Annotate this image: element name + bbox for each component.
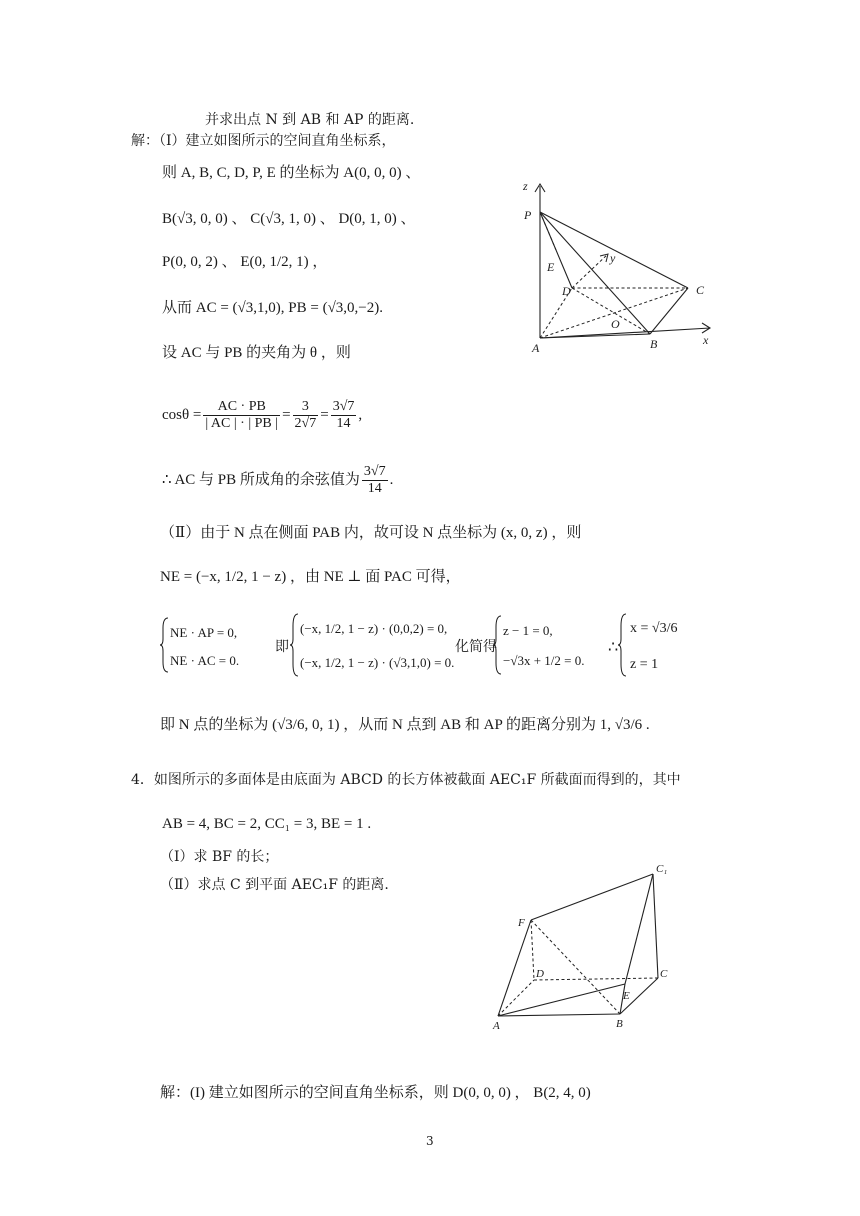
text-line [162,299,383,317]
text-line [160,524,581,542]
fig2-label-F: F [518,917,525,929]
cos-lhs: cosθ = [162,407,202,423]
fig1-label-P: P [524,208,532,222]
text-line [162,164,420,182]
cos-res-den: 14 [336,415,351,431]
page-number: 3 [426,1134,434,1148]
part-ii-intro: （Ⅱ）由于 N 点在侧面 PAB 内，故可设 N 点坐标为 (x, 0, z) ，则 [160,525,582,541]
question-4: 4．如图所示的多面体是由底面为 ABCD 的长方体被截面 AEC₁F 所截面而得到的，其中 [131,772,681,788]
text-line [162,210,416,228]
text-line [162,253,327,271]
solution-heading: 解：（Ⅰ）建立如图所示的空间直角坐标系， [131,133,396,149]
question-4-solution: 解：(I) 建立如图所示的空间直角坐标系，则 D(0, 0, 0) ， B(2, 4, 0) [160,1085,591,1101]
fig2-label-A: A [493,1020,500,1032]
figure-1-pyramid [510,172,730,357]
conclusion-line: ∴ AC 与 PB 所成角的余弦值为 $\frac{3√7}{14}$ . [162,463,394,496]
fig1-label-A: A [532,341,540,355]
cos-mid-num: 3 [293,399,319,416]
angle-intro: 设 AC 与 PB 的夹角为 θ ，则 [162,345,351,361]
text-line [160,848,278,866]
coords-b: B(√3, 0, 0) 、 C(√3, 1, 0) 、 D(0, 1, 0) 、 [162,211,416,227]
cos-fraction-3 [331,399,357,432]
fig1-label-O: O [611,317,620,331]
fig2-label-C: C [660,968,668,980]
cos-formula: cosθ = $\frac{AC \cdot PB}{| AC | \cdot | PB |}$ = $\frac{3}{2√7}$ = $\frac{3√7}{14}$ , [162,398,363,431]
text-line [160,568,461,586]
coords-p: P(0, 0, 2) 、 [162,254,237,270]
fig1-label-B: B [650,337,658,351]
sys2-line-b: (−x, 1/2, 1 − z) · (√3,1,0) = 0. [300,655,455,670]
sys4-line-b: z = 1 [630,657,659,672]
text-line [160,1084,591,1102]
cos-res-num: 3√7 [332,398,355,414]
conclusion-fraction: $\frac{3√7}{14}$ [363,463,386,496]
fig2-label-C1: C₁ [656,863,668,875]
fig2-label-D: D [536,968,544,980]
cos-num: AC · PB [203,399,280,416]
sys-ji: 即 [275,639,289,655]
fig1-label-D: D [562,284,571,298]
conclusion-text: ∴ AC 与 PB 所成角的余弦值为 [162,472,360,488]
fig2-label-B: B [616,1018,623,1030]
cos-fraction-2 [293,399,319,432]
fig2-label-E: E [623,990,630,1002]
sys1-line-a: NE · AP = 0, [170,625,238,640]
ne-vector: NE = (−x, 1/2, 1 − z) ，由 NE ⊥ 面 PAC 可得， [160,569,461,585]
cos-mid-den: 2√7 [294,415,317,431]
figure-2-polyhedron [490,856,690,1036]
n-result: 即 N 点的坐标为 (√3/6, 0, 1) ，从而 N 点到 AB 和 AP 的距离分别为 1, √3/6 . [160,717,650,733]
fig1-label-E: E [547,260,555,274]
vectors-ac-pb: 从而 AC = (√3,1,0), PB = (√3,0,−2). [162,300,384,316]
coords-e: E(0, 1/2, 1) ， [240,254,328,270]
fig1-label-y: y [610,251,616,265]
sys3-line-b: −√3x + 1/2 = 0. [503,653,585,668]
cos-den: | AC | · | PB | [205,415,279,431]
question-4-part-ii: （Ⅱ）求点 C 到平面 AEC₁F 的距离. [160,877,389,893]
question-4-part-i: （Ⅰ）求 BF 的长； [160,849,279,865]
fig1-label-z: z [523,179,528,193]
coords-intro: 则 A, B, C, D, P, E 的坐标为 A(0, 0, 0) 、 [162,165,421,181]
sys4-line-a: x = √3/6 [630,621,678,636]
problem-continuation: 并求出点 N 到 AB 和 AP 的距离. [205,112,415,128]
text-line [160,716,650,734]
text-line [131,771,681,789]
question-4-given: AB = 4, BC = 2, CC₁ = 3, BE = 1 . [162,816,372,832]
cos-fraction-1 [203,399,280,432]
text-line [131,132,396,150]
fig1-label-C: C [696,283,705,297]
sys-therefore: ∴ [608,637,619,656]
fig1-label-x: x [703,333,709,347]
text-line [162,344,351,362]
text-line [160,876,389,894]
text-line [162,815,371,833]
sys3-line-a: z − 1 = 0, [503,623,553,638]
sys-hua: 化简得 [455,639,497,655]
sys2-line-a: (−x, 1/2, 1 − z) · (0,0,2) = 0, [300,621,448,636]
text-line [205,111,414,129]
sys1-line-b: NE · AC = 0. [170,653,240,668]
